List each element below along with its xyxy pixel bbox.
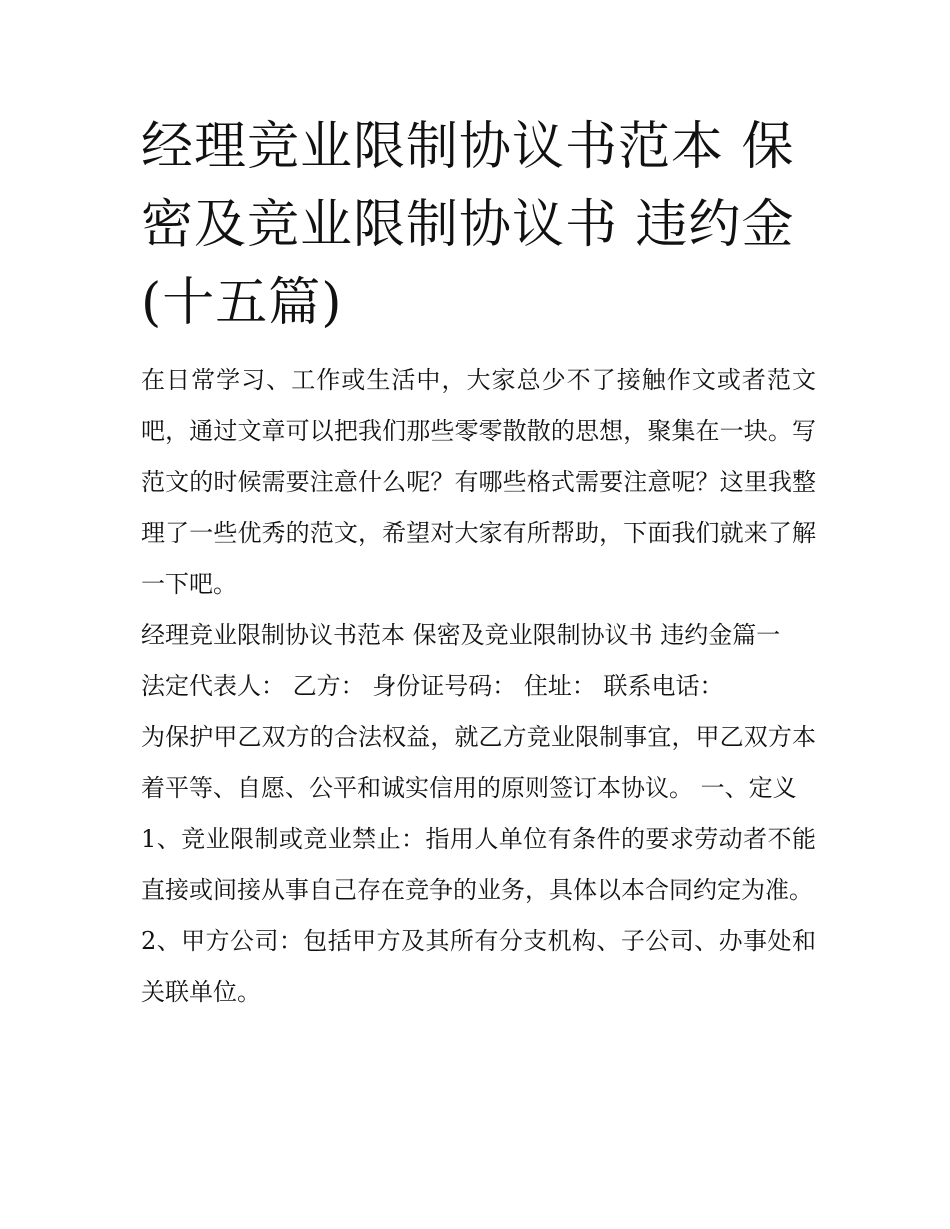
purpose-paragraph: 为保护甲乙双方的合法权益，就乙方竞业限制事宜，甲乙双方本着平等、自愿、公平和诚实信用的原则签订本协议。 一、定义 <box>141 723 816 802</box>
parties-paragraph: 法定代表人： 乙方： 身份证号码： 住址： 联系电话： <box>141 672 724 700</box>
document-body <box>141 355 816 1018</box>
section-heading-paragraph: 经理竞业限制协议书范本 保密及竞业限制协议书 违约金篇一 <box>141 621 781 649</box>
intro-paragraph: 在日常学习、工作或生活中，大家总少不了接触作文或者范文吧，通过文章可以把我们那些零零散散的思想，聚集在一块。写范文的时候需要注意什么呢？有哪些格式需要注意呢？这里我整理了一些优秀的范文，希望对大家有所帮助，下面我们就来了解一下吧。 <box>141 366 816 598</box>
document-title: 经理竞业限制协议书范本 保密及竞业限制协议书 违约金(十五篇) <box>141 117 795 333</box>
definition-2-paragraph: 2、甲方公司：包括甲方及其所有分支机构、子公司、办事处和关联单位。 <box>141 927 816 1006</box>
definition-1-paragraph: 1、竞业限制或竞业禁止：指用人单位有条件的要求劳动者不能直接或间接从事自己存在竞争的业务，具体以本合同约定为准。 <box>141 825 816 904</box>
